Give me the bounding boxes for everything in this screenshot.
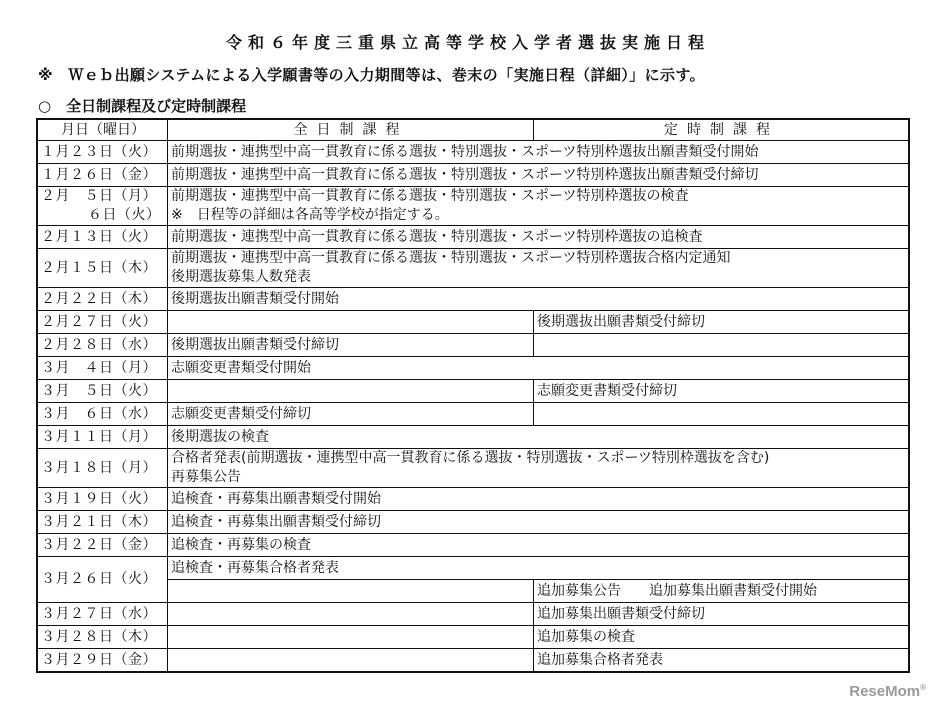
row-fulltime <box>168 380 534 403</box>
row-event-line1: 前期選抜・連携型中高一貫教育に係る選抜・特別選抜・スポーツ特別枠選抜の検査 <box>171 188 689 204</box>
row-parttime <box>534 403 910 426</box>
row-date: ３月１８日（月） <box>37 449 168 488</box>
row-event: 後期選抜出願書類受付開始 <box>168 288 910 311</box>
row-event <box>168 249 910 288</box>
header-row <box>37 119 909 141</box>
row-event: 追検査・再募集出願書類受付開始 <box>168 488 910 511</box>
row-date: ３月１１日（月） <box>37 426 168 449</box>
row-event: 前期選抜・連携型中高一貫教育に係る選抜・特別選抜・スポーツ特別枠選抜出願書類受付開始 <box>168 141 910 164</box>
row-date: １月２３日（火） <box>37 141 168 164</box>
table-row <box>37 187 909 226</box>
table-row <box>37 557 909 580</box>
row-parttime: 後期選抜出願書類受付締切 <box>534 311 910 334</box>
row-parttime: 追加募集出願書類受付締切 <box>534 603 910 626</box>
row-date: １月２６日（金） <box>37 164 168 187</box>
row-date: ３月 ５日（火） <box>37 380 168 403</box>
table-row <box>37 580 909 603</box>
row-event <box>168 187 910 226</box>
row-date: ２月１５日（木） <box>37 249 168 288</box>
row-parttime: 志願変更書類受付締切 <box>534 380 910 403</box>
row-fulltime <box>168 649 534 673</box>
row-event: 志願変更書類受付開始 <box>168 357 910 380</box>
table-row <box>37 226 909 249</box>
header-date: 月日（曜日） <box>37 119 168 141</box>
row-date-line1: ２月 ５日（月） <box>41 188 157 204</box>
section-heading: ○ 全日制課程及び定時制課程 <box>38 97 247 115</box>
row-date: ３月２９日（金） <box>37 649 168 673</box>
row-date-line2: ６日（火） <box>88 207 161 223</box>
row-parttime: 追加募集の検査 <box>534 626 910 649</box>
table-row <box>37 449 909 488</box>
table-row <box>37 511 909 534</box>
row-date: ２月２２日（木） <box>37 288 168 311</box>
table-row <box>37 626 909 649</box>
row-date: ３月２１日（木） <box>37 511 168 534</box>
row-event: 後期選抜の検査 <box>168 426 910 449</box>
logo-reg: ® <box>920 683 926 692</box>
row-fulltime: 後期選抜出願書類受付締切 <box>168 334 534 357</box>
header-fulltime: 全日制課程 <box>168 119 534 141</box>
row-event-line1: 前期選抜・連携型中高一貫教育に係る選抜・特別選抜・スポーツ特別枠選抜合格内定通知 <box>171 250 731 266</box>
row-fulltime <box>168 603 534 626</box>
header-parttime: 定時制課程 <box>534 119 910 141</box>
table-row <box>37 603 909 626</box>
table-row <box>37 426 909 449</box>
web-application-note: ※ Ｗｅｂ出願システムによる入学願書等の入力期間等は、巻末の「実施日程（詳細）」に示す。 <box>38 66 705 84</box>
row-parttime: 追加募集公告 追加募集出願書類受付開始 <box>534 580 910 603</box>
row-date: ３月２７日（水） <box>37 603 168 626</box>
row-date: ３月２８日（木） <box>37 626 168 649</box>
table-row <box>37 249 909 288</box>
row-date: ３月２６日（火） <box>37 557 168 603</box>
row-date: ３月 ４日（月） <box>37 357 168 380</box>
table-row <box>37 649 909 673</box>
row-event: 追検査・再募集の検査 <box>168 534 910 557</box>
resemom-logo <box>849 683 926 700</box>
row-date: ３月 ６日（水） <box>37 403 168 426</box>
row-fulltime: 志願変更書類受付締切 <box>168 403 534 426</box>
row-date: ２月２７日（火） <box>37 311 168 334</box>
row-event: 追検査・再募集出願書類受付締切 <box>168 511 910 534</box>
table-row <box>37 164 909 187</box>
row-event-line1: 合格者発表(前期選抜・連携型中高一貫教育に係る選抜・特別選抜・スポーツ特別枠選抜を含む) <box>171 450 770 466</box>
page-title: 令和６年度三重県立高等学校入学者選抜実施日程 <box>225 33 710 52</box>
row-date: ３月２２日（金） <box>37 534 168 557</box>
table-row <box>37 357 909 380</box>
logo-text: ReseMom <box>849 683 921 700</box>
row-event-line2: 後期選抜募集人数発表 <box>171 269 311 285</box>
row-event-line2: 再募集公告 <box>171 469 241 485</box>
table-row <box>37 403 909 426</box>
row-event: 前期選抜・連携型中高一貫教育に係る選抜・特別選抜・スポーツ特別枠選抜出願書類受付締切 <box>168 164 910 187</box>
table-row <box>37 288 909 311</box>
table-row <box>37 334 909 357</box>
row-event <box>168 449 910 488</box>
table-row <box>37 380 909 403</box>
row-event: 前期選抜・連携型中高一貫教育に係る選抜・特別選抜・スポーツ特別枠選抜の追検査 <box>168 226 910 249</box>
schedule-table <box>36 118 910 673</box>
table-row <box>37 141 909 164</box>
row-date: ２月１３日（火） <box>37 226 168 249</box>
table-row <box>37 488 909 511</box>
table-row <box>37 534 909 557</box>
row-event: 追検査・再募集合格者発表 <box>168 557 910 580</box>
table-row <box>37 311 909 334</box>
row-parttime <box>534 334 910 357</box>
row-fulltime <box>168 311 534 334</box>
row-date: ３月１９日（火） <box>37 488 168 511</box>
row-parttime: 追加募集合格者発表 <box>534 649 910 673</box>
row-fulltime <box>168 580 534 603</box>
row-fulltime <box>168 626 534 649</box>
row-date: ２月２８日（水） <box>37 334 168 357</box>
row-event-line2: ※ 日程等の詳細は各高等学校が指定する。 <box>171 207 449 223</box>
row-date <box>37 187 168 226</box>
